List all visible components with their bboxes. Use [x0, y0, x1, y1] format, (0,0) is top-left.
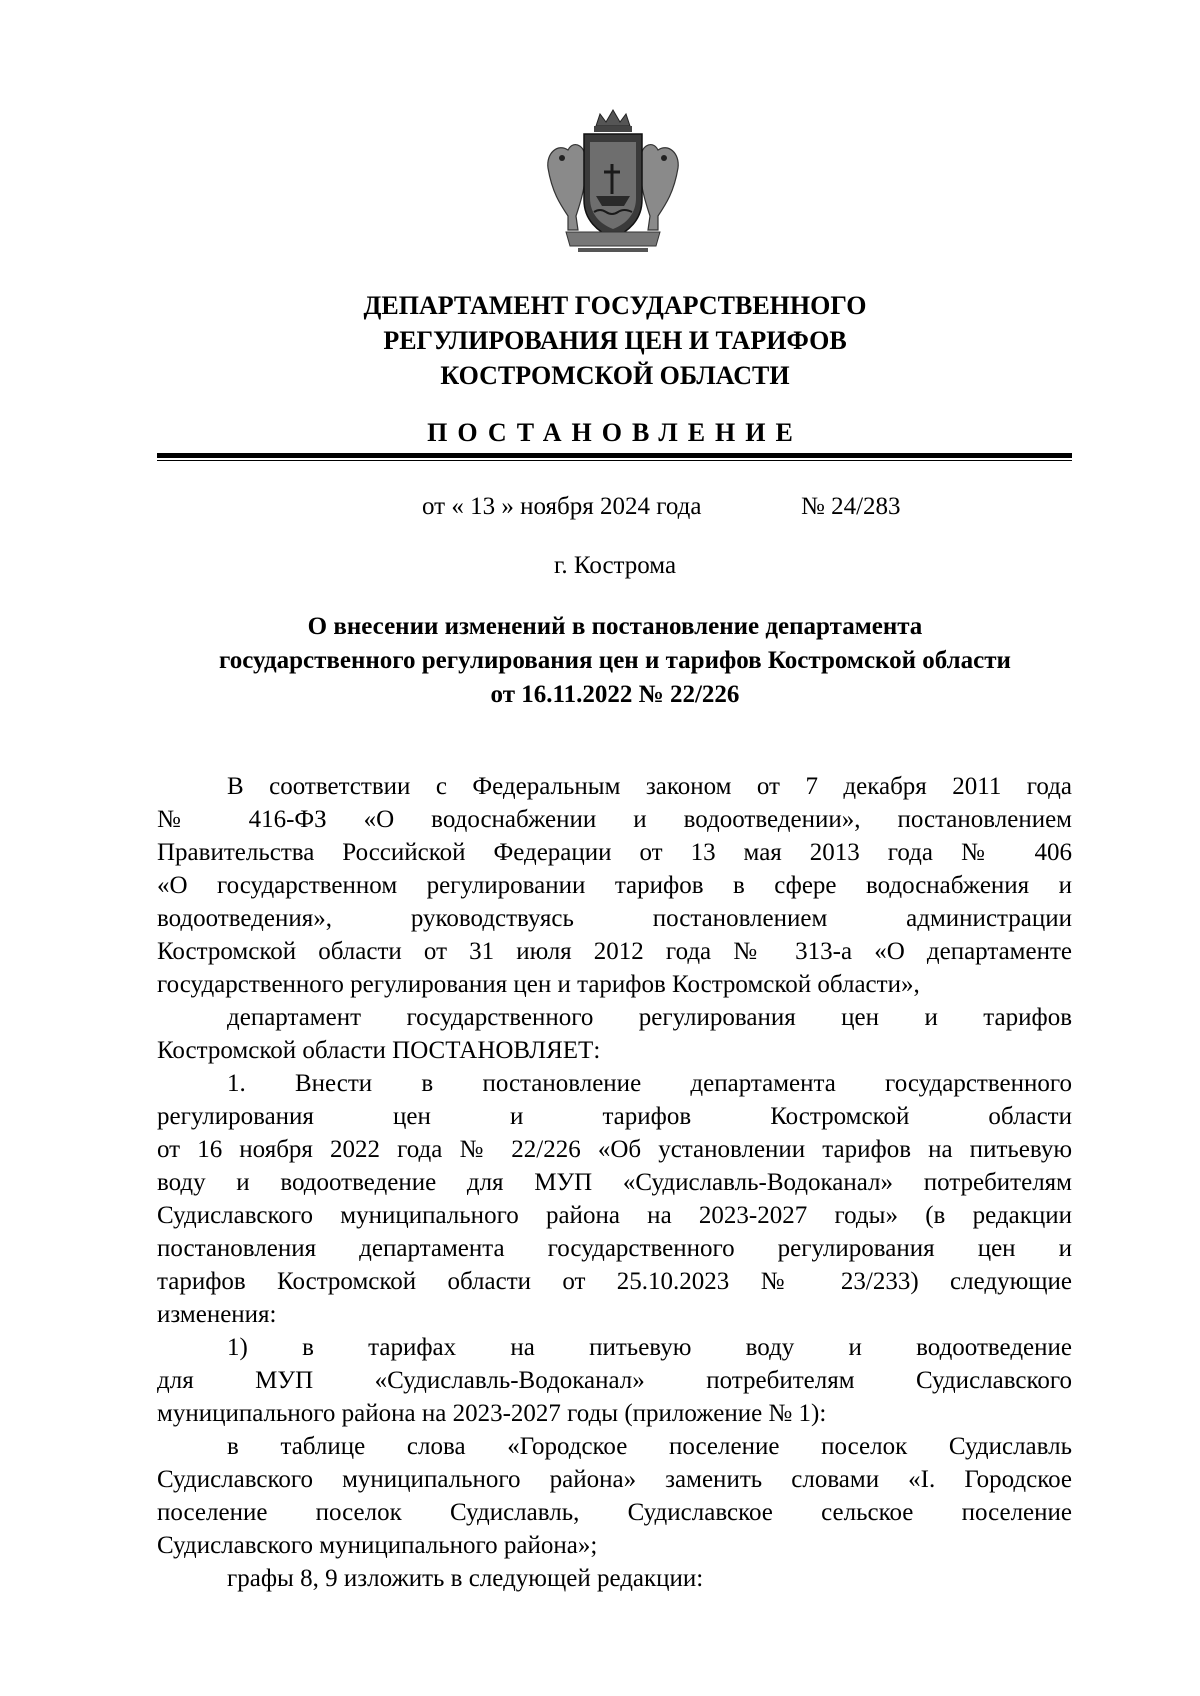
department-title [150, 288, 1080, 393]
document-number: № 24/283 [801, 493, 901, 520]
header-divider-thin [157, 460, 1072, 461]
subject-line: от 16.11.2022 № 22/226 [490, 681, 740, 708]
body-line: 1) в тарифах на питьевую воду и водоотведение [227, 1334, 1072, 1361]
department-title-line: ДЕПАРТАМЕНТ ГОСУДАРСТВЕННОГО [363, 291, 867, 320]
body-line: «О государственном регулировании тарифов в сфере водоснабжения и [157, 872, 1072, 899]
body-line: № 416-ФЗ «О водоснабжении и водоотведении», постановлением [157, 806, 1072, 833]
header-divider-thick [157, 453, 1072, 458]
coat-of-arms-emblem [538, 108, 688, 258]
body-line: департамент государственного регулирования цен и тарифов [227, 1004, 1072, 1031]
body-line: изменения: [157, 1301, 277, 1328]
subject-line: О внесении изменений в постановление департамента [307, 613, 923, 640]
department-title-line: КОСТРОМСКОЙ ОБЛАСТИ [440, 361, 790, 390]
body-line: для МУП «Судиславль-Водоканал» потребителям Судиславского [157, 1367, 1072, 1394]
body-line: в таблице слова «Городское поселение поселок Судиславль [227, 1433, 1072, 1460]
body-line: тарифов Костромской области от 25.10.2023 № 23/233) следующие [157, 1268, 1072, 1295]
body-line: Судиславского муниципального района» заменить словами «I. Городское [157, 1466, 1072, 1493]
body-line: поселение поселок Судиславль, Судиславское сельское поселение [157, 1499, 1072, 1526]
body-line: от 16 ноября 2022 года № 22/226 «Об установлении тарифов на питьевую [157, 1136, 1072, 1163]
document-body [157, 770, 1072, 1595]
body-line: графы 8, 9 изложить в следующей редакции: [227, 1565, 704, 1592]
body-line: постановления департамента государственного регулирования цен и [157, 1235, 1072, 1262]
document-date: от « 13 » ноября 2024 года [422, 493, 702, 520]
body-line: водоотведения», руководствуясь постановлением администрации [157, 905, 1072, 932]
body-line: Правительства Российской Федерации от 13 мая 2013 года № 406 [157, 839, 1072, 866]
body-line: регулирования цен и тарифов Костромской области [157, 1103, 1072, 1130]
body-line: Судиславского муниципального района»; [157, 1532, 598, 1559]
document-subject [150, 610, 1080, 712]
body-line: воду и водоотведение для МУП «Судиславль-Водоканал» потребителям [157, 1169, 1072, 1196]
document-kind-heading: ПОСТАНОВЛЕНИЕ [427, 418, 803, 447]
body-line: государственного регулирования цен и тарифов Костромской области», [157, 971, 920, 998]
document-city: г. Кострома [553, 552, 677, 579]
subject-line: государственного регулирования цен и тарифов Костромской области [219, 647, 1011, 674]
body-line: В соответствии с Федеральным законом от 7 декабря 2011 года [227, 773, 1072, 800]
body-line: муниципального района на 2023-2027 годы (приложение № 1): [157, 1400, 827, 1427]
body-line: 1. Внести в постановление департамента государственного [227, 1070, 1072, 1097]
body-line: Костромской области от 31 июля 2012 года № 313-а «О департаменте [157, 938, 1072, 965]
department-title-line: РЕГУЛИРОВАНИЯ ЦЕН И ТАРИФОВ [383, 326, 847, 355]
body-line: Судиславского муниципального района на 2023-2027 годы» (в редакции [157, 1202, 1072, 1229]
body-line: Костромской области ПОСТАНОВЛЯЕТ: [157, 1037, 601, 1064]
